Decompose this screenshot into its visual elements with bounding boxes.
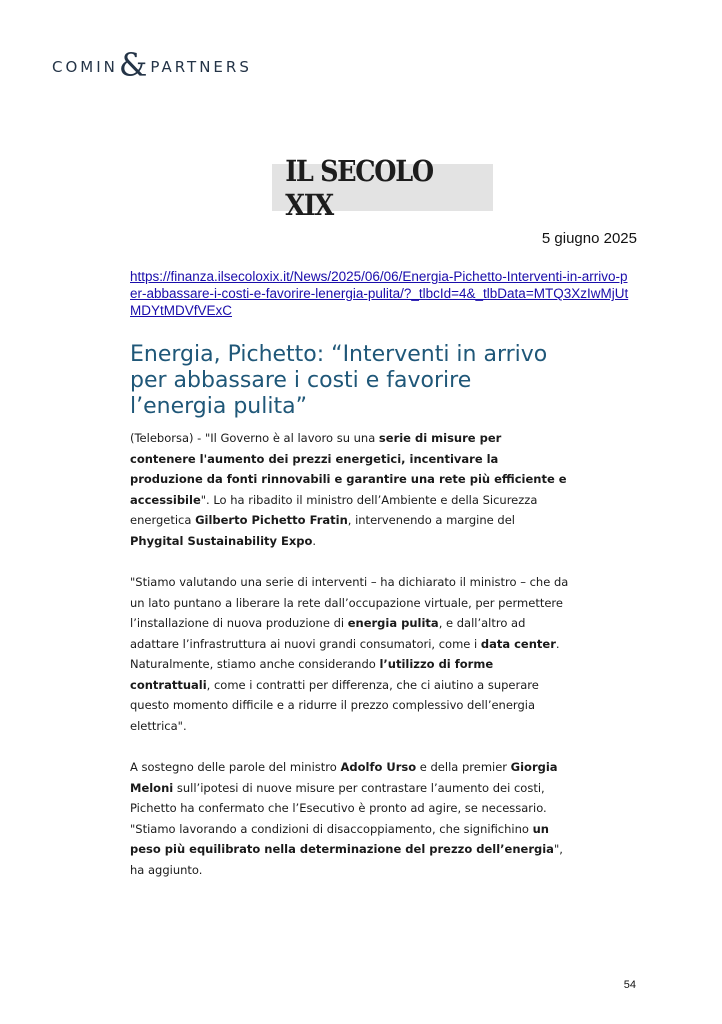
article-headline: Energia, Pichetto: “Interventi in arrivo per abbassare i costi e favorire l’energia pulita” [130,342,548,419]
text-run: , e dall’altro ad adattare l’infrastruttura ai nuovi grandi consumatori, come i [130,616,526,651]
text-run: (Teleborsa) - "Il Governo è al lavoro su una [130,431,379,445]
bold-run: Gilberto Pichetto Fratin [195,513,348,527]
bold-run: Phygital Sustainability Expo [130,533,313,548]
il-secolo-xix-masthead [272,153,493,222]
text-run: ", ha aggiunto. [130,842,563,877]
bold-run: l’utilizzo di forme contrattuali [130,657,494,692]
text-run: e della premier [416,760,511,774]
bold-run: energia pulita [347,616,439,630]
text-run: A sostegno delle parole del ministro [130,760,341,774]
brand-left: COMIN [52,58,118,76]
bold-run: Giorgia Meloni [130,760,558,795]
article-link[interactable]: https://finanza.ilsecoloxix.it/News/2025/06/06/Energia-Pichetto-Interventi-in-arrivo-per-abbassare-i-costi-e-favorire-lenergia-pulita/?_tlbcId=4&_tlbData=MTQ3XzIwMjUtMDYtMDVfVExC [130,269,629,318]
brand-right: PARTNERS [150,58,252,76]
paragraph-2 [130,572,570,736]
masthead-name: IL SECOLO XIX [285,153,433,222]
text-run: , come i contratti per differenza, che ci aiutino a superare questo momento difficile e a ridurre il prezzo complessivo dell’energia elettrica". [130,677,539,733]
text-run: sull’ipotesi di nuove misure per contrastare l’aumento dei costi, Pichetto ha confermato che l’Esecutivo è pronto ad agire, se necessario. "Stiamo lavorando a condizioni di disaccoppiamento, che significhino [130,780,547,836]
paragraph-3 [130,757,570,880]
page-number: 54 [623,979,636,991]
bold-run: serie di misure per contenere l'aumento dei prezzi energetici, incentivare la produzione da fonti rinnovabili e garantire una rete più efficiente e accessibile [130,431,567,507]
text-run: , intervenendo a margine del [347,513,515,527]
bold-run: Adolfo Urso [340,760,417,774]
comin-partners-logo [52,46,252,84]
text-run: . [312,533,317,548]
bold-run: data center [480,636,556,651]
publication-date: 5 giugno 2025 [541,230,637,247]
brand-ampersand: & [118,46,148,84]
paragraph-1 [130,428,570,551]
article-body [130,428,570,901]
bold-run: un peso più equilibrato nella determinazione del prezzo dell’energia [130,821,554,856]
text-run: "Stiamo valutando una serie di interventi – ha dichiarato il ministro – che da un lato puntano a liberare la rete dall’occupazione virtuale, per permettere l’installazione di nuova produzione di [130,575,569,630]
text-run: . Naturalmente, stiamo anche considerando [130,636,560,671]
text-run: ". Lo ha ribadito il ministro dell’Ambiente e della Sicurezza energetica [130,492,538,527]
